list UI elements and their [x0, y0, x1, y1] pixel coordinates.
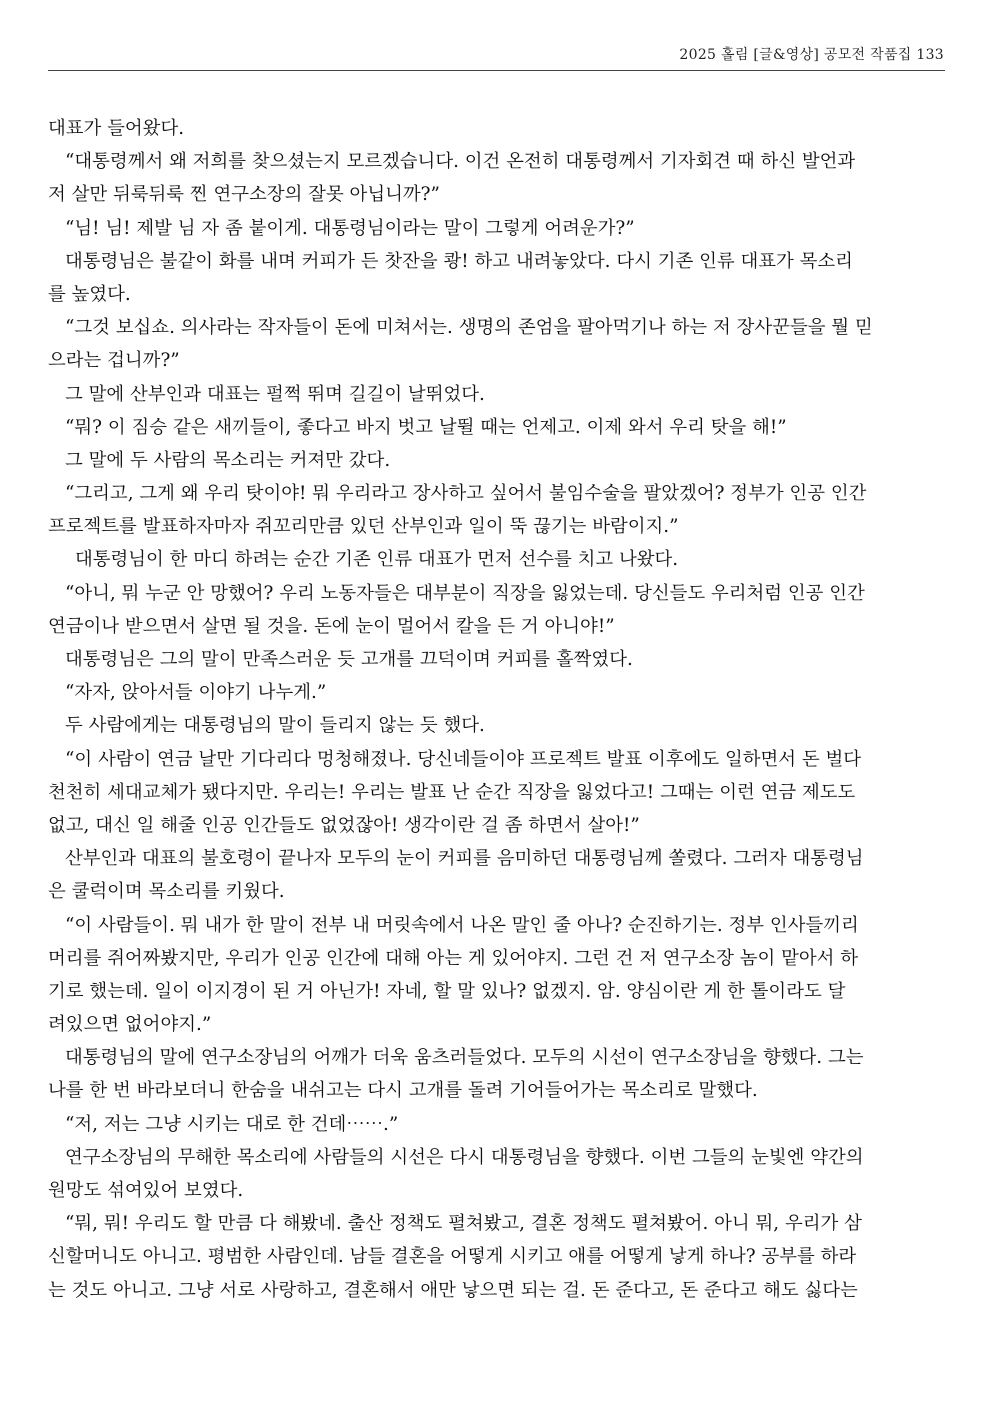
running-header [679, 44, 944, 64]
text-line: 를 높였다. [48, 283, 131, 305]
text-line: 그 말에 두 사람의 목소리는 커져만 갔다. [65, 449, 391, 471]
text-line: 대표가 들어왔다. [48, 118, 185, 139]
text-line: 대통령님의 말에 연구소장님의 어깨가 더욱 움츠러들었다. 모두의 시선이 연구소장님을 향했다. 그는 [65, 1047, 864, 1069]
text-line: “님! 님! 제발 님 자 좀 붙이게. 대통령님이라는 말이 그렇게 어려운가?” [65, 217, 635, 239]
text-line: “대통령께서 왜 저희를 찾으셨는지 모르겠습니다. 이건 온전히 대통령께서 기자회견 때 하신 발언과 [65, 151, 856, 173]
text-line: 저 살만 뒤룩뒤룩 찐 연구소장의 잘못 아닙니까?” [48, 184, 440, 206]
text-line: 그 말에 산부인과 대표는 펄쩍 뛰며 길길이 날뛰었다. [65, 383, 485, 405]
text-line: 연구소장님의 무해한 목소리에 사람들의 시선은 다시 대통령님을 향했다. 이번 그들의 눈빛엔 약간의 [65, 1146, 864, 1168]
text-line: “그것 보십쇼. 의사라는 작자들이 돈에 미쳐서는. 생명의 존엄을 팔아먹기나 하는 저 장사꾼들을 뭘 믿 [65, 317, 873, 339]
text-line: “이 사람이 연금 날만 기다리다 멍청해졌나. 당신네들이야 프로젝트 발표 이후에도 일하면서 돈 벌다 [65, 748, 862, 770]
text-line: 나를 한 번 바라보더니 한숨을 내쉬고는 다시 고개를 돌려 기어들어가는 목소리로 말했다. [48, 1080, 758, 1102]
text-line: 으라는 겁니까?” [48, 350, 180, 372]
text-line: 은 쿨럭이며 목소리를 키웠다. [48, 881, 285, 903]
text-line: 기로 했는데. 일이 이지경이 된 거 아닌가! 자네, 할 말 있나? 없겠지. 암. 양심이란 게 한 톨이라도 달 [48, 980, 846, 1002]
text-line: 연금이나 받으면서 살면 될 것을. 돈에 눈이 멀어서 칼을 든 거 아니야!” [48, 615, 615, 637]
story-body [48, 112, 945, 1307]
running-title: 2025 홀림 [글&영상] 공모전 작품집 [679, 47, 912, 63]
text-line: 두 사람에게는 대통령님의 말이 들리지 않는 듯 했다. [65, 715, 485, 737]
text-line: 는 것도 아니고. 그냥 서로 사랑하고, 결혼해서 애만 낳으면 되는 걸. 돈 준다고, 돈 준다고 해도 싫다는 [48, 1279, 858, 1301]
text-line: 머리를 쥐어짜봤지만, 우리가 인공 인간에 대해 아는 게 있어야지. 그런 건 저 연구소장 놈이 맡아서 하 [48, 947, 858, 969]
text-line: “그리고, 그게 왜 우리 탓이야! 뭐 우리라고 장사하고 싶어서 불임수술을 팔았겠어? 정부가 인공 인간 [65, 483, 867, 505]
text-line: 천천히 세대교체가 됐다지만. 우리는! 우리는 발표 난 순간 직장을 잃었다고! 그때는 이런 연금 제도도 [48, 781, 856, 803]
header-rule [48, 70, 945, 71]
text-line: 대통령님이 한 마디 하려는 순간 기존 인류 대표가 먼저 선수를 치고 나왔다. [75, 549, 679, 571]
text-line: 대통령님은 불같이 화를 내며 커피가 든 찻잔을 쾅! 하고 내려놓았다. 다시 기존 인류 대표가 목소리 [65, 250, 853, 272]
text-line: 산부인과 대표의 불호령이 끝나자 모두의 눈이 커피를 음미하던 대통령님께 쏠렸다. 그러자 대통령님 [65, 848, 864, 870]
text-line: “자자, 앉아서들 이야기 나누게.” [65, 682, 327, 704]
text-line: “뭐? 이 짐승 같은 새끼들이, 좋다고 바지 벗고 날뛸 때는 언제고. 이제 와서 우리 탓을 해!” [65, 416, 787, 438]
page-number: 133 [916, 47, 944, 63]
text-line: 대통령님은 그의 말이 만족스러운 듯 고개를 끄덕이며 커피를 홀짝였다. [65, 649, 633, 670]
text-line: 신할머니도 아니고. 평범한 사람인데. 남들 결혼을 어떻게 시키고 애를 어떻게 낳게 하나? 공부를 하라 [48, 1246, 857, 1268]
text-line: “뭐, 뭐! 우리도 할 만큼 다 해봤네. 출산 정책도 펼쳐봤고, 결혼 정책도 펼쳐봤어. 아니 뭐, 우리가 삼 [65, 1213, 862, 1235]
text-line: “이 사람들이. 뭐 내가 한 말이 전부 내 머릿속에서 나온 말인 줄 아나? 순진하기는. 정부 인사들끼리 [65, 914, 859, 936]
text-line: 원망도 섞여있어 보였다. [48, 1180, 244, 1201]
text-line: “저, 저는 그냥 시키는 대로 한 건데⋯⋯.” [65, 1113, 399, 1135]
text-line: “아니, 뭐 누군 안 망했어? 우리 노동자들은 대부분이 직장을 잃었는데. 당신들도 우리처럼 인공 인간 [65, 582, 865, 604]
text-line: 려있으면 없어야지.” [48, 1014, 212, 1036]
text-line: 프로젝트를 발표하자마자 쥐꼬리만큼 있던 산부인과 일이 뚝 끊기는 바람이지.” [48, 516, 679, 538]
text-line: 없고, 대신 일 해줄 인공 인간들도 없었잖아! 생각이란 걸 좀 하면서 살아!” [48, 814, 640, 836]
